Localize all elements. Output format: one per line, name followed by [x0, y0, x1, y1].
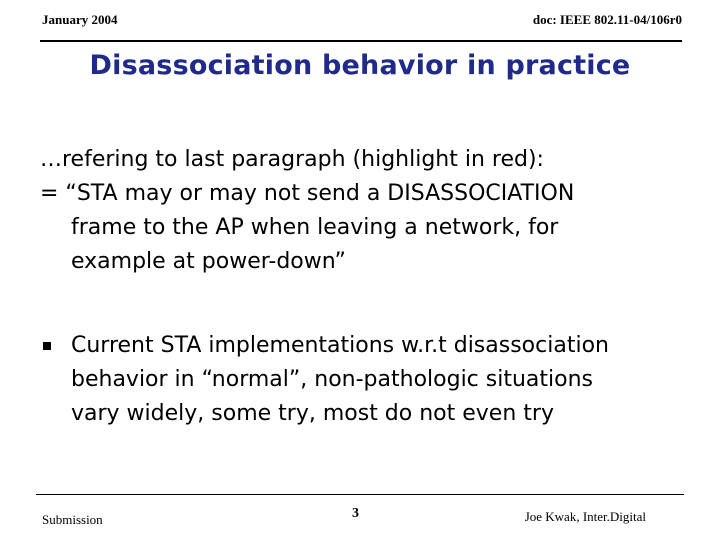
footer-author: Joe Kwak, Inter.Digital — [524, 509, 646, 524]
header-doc-id: doc: IEEE 802.11-04/106r0 — [532, 12, 682, 27]
header-rule — [40, 40, 682, 42]
intro-paragraph — [40, 143, 690, 279]
slide-title: Disassociation behavior in practice — [89, 50, 631, 81]
bullet-line: behavior in “normal”, non-pathologic situations — [71, 367, 593, 392]
footer-rule — [36, 494, 684, 495]
header-date: January 2004 — [42, 12, 118, 27]
bullet-line: vary widely, some try, most do not even try — [71, 401, 554, 426]
bullet-text — [71, 329, 690, 431]
page-number: 3 — [352, 506, 359, 521]
intro-line: = “STA may or may not send a DISASSOCIATION — [40, 181, 575, 206]
bullet-square-icon — [40, 329, 71, 431]
intro-line: frame to the AP when leaving a network, for — [71, 215, 559, 240]
intro-line: example at power-down” — [71, 249, 346, 274]
intro-line: …refering to last paragraph (highlight in red): — [40, 147, 544, 172]
bullet-item — [40, 329, 690, 431]
footer-submission: Submission — [42, 512, 103, 527]
bullet-line: Current STA implementations w.r.t disassociation — [71, 333, 609, 358]
